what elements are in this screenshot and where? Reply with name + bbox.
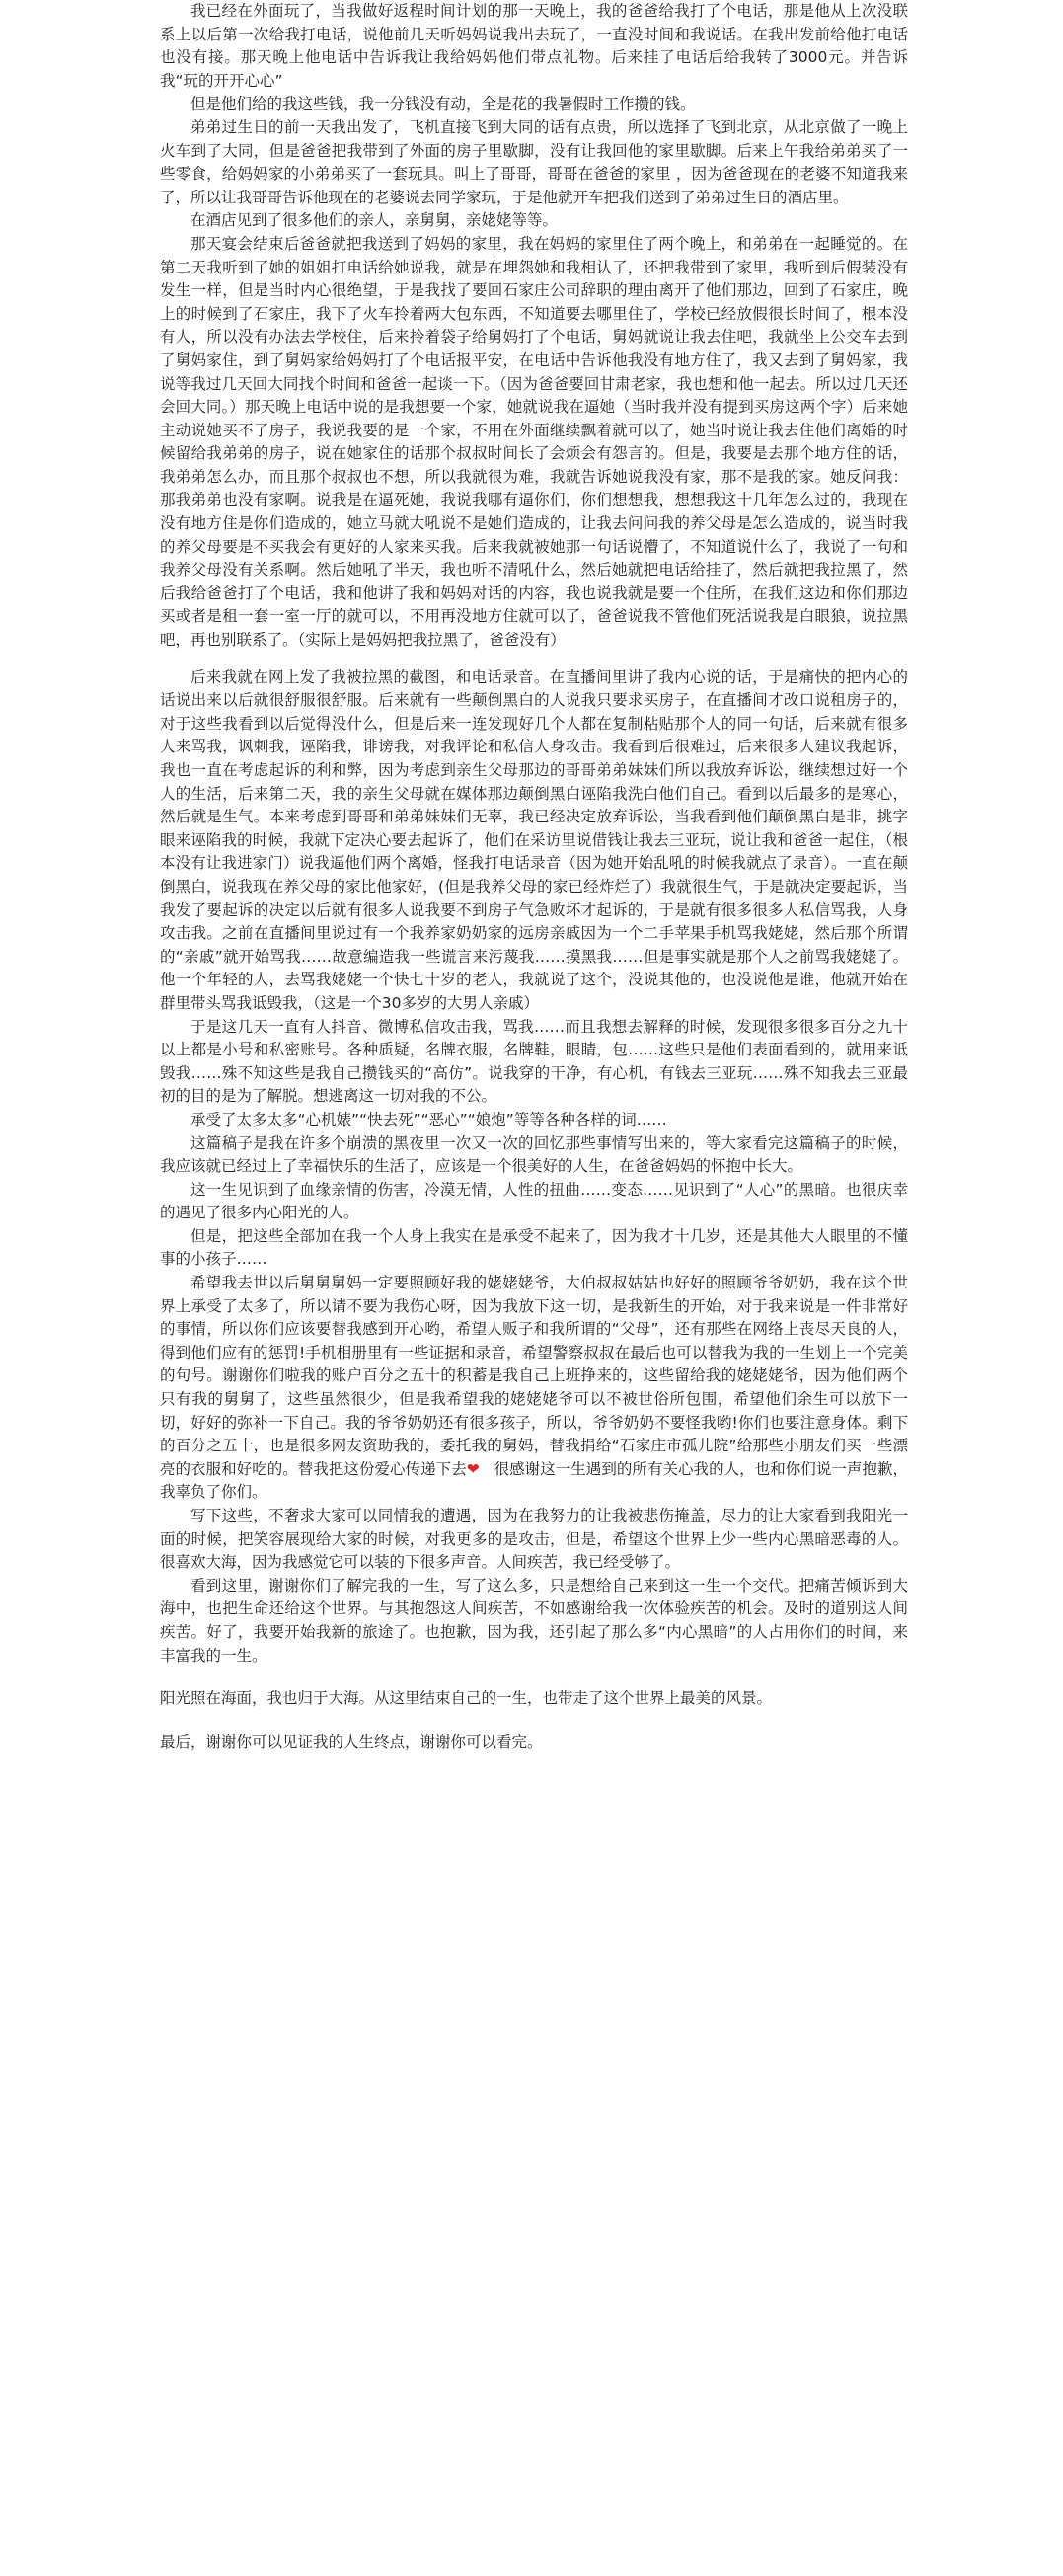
document-body	[160, 0, 908, 1754]
paragraph-8: 承受了太多太多“心机婊”“快去死”“恶心”“娘炮”等等各种各样的词……	[190, 1110, 667, 1129]
heart-icon: ❤	[466, 1459, 480, 1478]
paragraph-12-text: 希望我去世以后舅舅舅妈一定要照顾好我的姥姥姥爷，大伯叔叔姑姑也好好的照顾爷爷奶奶，我在这个世界上承受了太多了，所以请不要为我伤心呀，因为我放下这一切，是我新生的开始，对于我来说是一件非常好的事情，所以你们应该要替我感到开心哟，希望人贩子和我所谓的“父母”，还有那些在网络上丧尽天良的人，得到他们应有的惩罚!手机相册里有一些证据和录音，希望警察叔叔在最后也可以替我为我的一生划上一个完美的句号。谢谢你们啦我的账户百分之五十的积蓄是我自己上班挣来的，这些留给我的姥姥姥爷，因为他们两个只有我的舅舅了，这些虽然很少，但是我希望我的姥姥姥爷可以不被世俗所包围，希望他们余生可以放下一切，好好的弥补一下自己。我的爷爷奶奶还有很多孩子，所以，爷爷奶奶不要怪我哟!你们也要注意身体。剩下的百分之五十，也是很多网友资助我的，委托我的舅妈，替我捐给“石家庄市孤儿院”给那些小朋友们买一些漂亮的衣服和好吃的。替我把这份爱心传递下去	[160, 1274, 908, 1478]
paragraph-15: 阳光照在海面，我也归于大海。从这里结束自己的一生，也带走了这个世界上最美的风景。	[160, 1689, 773, 1708]
paragraph-11: 但是，把这些全部加在我一个人身上我实在是承受不起来了，因为我才十几岁，还是其他大人眼里的不懂事的小孩子……	[160, 1226, 908, 1269]
paragraph-13: 写下这些，不奢求大家可以同情我的遭遇，因为在我努力的让我被悲伤掩盖，尽力的让大家看到我阳光一面的时候，把笑容展现给大家的时候，对我更多的是攻击，但是，希望这个世界上少一些内心黑暗恶毒的人。很喜欢大海，因为我感觉它可以装的下很多声音。人间疾苦，我已经受够了。	[160, 1507, 908, 1572]
paragraph-9: 这篇稿子是我在许多个崩溃的黑夜里一次又一次的回忆那些事情写出来的，等大家看完这篇稿子的时候，我应该就已经过上了幸福快乐的生活了，应该是一个很美好的人生，在爸爸妈妈的怀抱中长大。	[160, 1133, 908, 1176]
paragraph-2: 但是他们给的我这些钱，我一分钱没有动，全是花的我暑假时工作攒的钱。	[190, 95, 696, 114]
paragraph-10: 这一生见识到了血缘亲情的伤害，冷漠无情，人性的扭曲……变态……见识到了“人心”的黑暗。也很庆幸的遇见了很多内心阳光的人。	[160, 1180, 908, 1222]
paragraph-3: 弟弟过生日的前一天我出发了，飞机直接飞到大同的话有点贵，所以选择了飞到北京，从北京做了一晚上火车到了大同，但是爸爸把我带到了外面的房子里歇脚，没有让我回他的家里歇脚。后来上午我给弟弟买了一些零食，给妈妈家的小弟弟买了一套玩具。叫上了哥哥，哥哥在爸爸的家里 ，因为爸爸现在的老婆不知道我来了，所以让我哥哥告诉他现在的老婆说去同学家玩，于是他就开车把我们送到了弟弟过生日的酒店里。	[160, 117, 908, 206]
paragraph-6: 后来我就在网上发了我被拉黑的截图，和电话录音。在直播间里讲了我内心说的话，于是痛快的把内心的话说出来以后就很舒服很舒服。后来就有一些颠倒黑白的人说我只要求买房子，在直播间才改口说租房子的，对于这些我看到以后觉得没什么，但是后来一连发现好几个人都在复制粘贴那个人的同一句话，后来就有很多人来骂我，讽刺我，诬陷我，诽谤我，对我评论和私信人身攻击。我看到后很难过，后来很多人建议我起诉，我也一直在考虑起诉的利和弊，因为考虑到亲生父母那边的哥哥弟弟妹妹们所以我放弃诉讼，继续想过好一个人的生活，后来第二天，我的亲生父母就在媒体那边颠倒黑白诬陷我洗白他们自己。看到以后最多的是寒心，然后就是生气。本来考虑到哥哥和弟弟妹妹们无辜，我已经决定放弃诉讼，当我看到他们颠倒黑白是非，挑字眼来诬陷我的时候，我就下定决心要去起诉了，他们在采访里说借钱让我去三亚玩，说让我和爸爸一起住，（根本没有让我进家门）说我逼他们两个离婚，怪我打电话录音（因为她开始乱吼的时候我就点了录音）。一直在颠倒黑白，说我现在养父母的家比他家好，(但是我养父母的家已经炸烂了）我就很生气，于是就决定要起诉，当我发了要起诉的决定以后就有很多人说我要不到房子气急败坏才起诉的，于是就有很多很多人私信骂我，人身攻击我。之前在直播间里说过有一个我养家奶奶家的远房亲戚因为一个二手苹果手机骂我姥姥，然后那个所谓的“亲戚”就开始骂我……故意编造我一些谎言来污蔑我……摸黑我……但是事实就是那个人之前骂我姥姥了。他一个年轻的人，去骂我姥姥一个快七十岁的老人，我就说了这个，没说其他的，也没说他是谁，他就开始在群里带头骂我诋毁我，（这是一个30多岁的大男人亲戚）	[160, 667, 908, 1012]
paragraph-16: 最后，谢谢你可以见证我的人生终点，谢谢你可以看完。	[160, 1732, 543, 1751]
paragraph-12	[160, 1272, 908, 1505]
paragraph-12-tail: 很感谢这一生遇到的所有关心我的人，也和你们说一声抱歉，我辜负了你们。	[160, 1459, 908, 1502]
paragraph-5: 那天宴会结束后爸爸就把我送到了妈妈的家里，我在妈妈的家里住了两个晚上，和弟弟在一起睡觉的。在第二天我听到了她的姐姐打电话给她说我，就是在埋怨她和我相认了，还把我带到了家里，我听到后假装没有发生一样，但是当时内心很绝望，于是我找了要回石家庄公司辞职的理由离开了他们那边，回到了石家庄，晚上的时候到了石家庄，我下了火车拎着两大包东西，不知道要去哪里住了，学校已经放假很长时间了，根本没有人，所以没有办法去学校住，后来拎着袋子给舅妈打了个电话，舅妈就说让我去住吧，我就坐上公交车去到了舅妈家住，到了舅妈家给妈妈打了个电话报平安，在电话中告诉他我没有地方住了，我又去到了舅妈家，我说等我过几天回大同找个时间和爸爸一起谈一下。（因为爸爸要回甘肃老家，我也想和他一起去。所以过几天还会回大同。）那天晚上电话中说的是我想要一个家，她就说我在逼她（当时我并没有提到买房这两个字）后来她主动说她买不了房子，我说我要的是一个家，不用在外面继续飘着就可以了，她当时说让我去住他们离婚的时候留给我弟弟的房子，说在她家住的话那个叔叔时间长了会烦会有怨言的。但是，我要是去那个地方住的话，我弟弟怎么办，而且那个叔叔也不想，所以我就很为难，我就告诉她说我没有家，那不是我的家。她反问我：那我弟弟也没有家啊。说我是在逼死她，我说我哪有逼你们，你们想想我，想想我这十几年怎么过的，我现在没有地方住是你们造成的，她立马就大吼说不是她们造成的，让我去问问我的养父母是怎么造成的，说当时我的养父母要是不买我会有更好的人家来买我。后来我就被她那一句话说懵了，不知道说什么了，我说了一句和我养父母没有关系啊。然后她吼了半天，我也听不清吼什么，然后她就把电话给挂了，然后就把我拉黑了，然后我给爸爸打了个电话，我和他讲了我和妈妈对话的内容，我也说我就是要一个住所，在我们这边和你们那边买或者是租一套一室一厅的就可以，不用再没地方住就可以了，爸爸说我不管他们死活说我是白眼狼，说拉黑吧，再也别联系了。（实际上是妈妈把我拉黑了，爸爸没有）	[160, 234, 908, 650]
paragraph-4: 在酒店见到了很多他们的亲人，亲舅舅，亲姥姥等等。	[190, 211, 559, 230]
paragraph-14: 看到这里，谢谢你们了解完我的一生，写了这么多，只是想给自己来到这一生一个交代。把痛苦倾诉到大海中，也把生命还给这个世界。与其抱怨这人间疾苦，不如感谢给我一次体验疾苦的机会。及时的道别这人间疾苦。好了，我要开始我新的旅途了。也抱歉，因为我，还引起了那么多“内心黑暗”的人占用你们的时间，来丰富我的一生。	[160, 1576, 908, 1665]
paragraph-1: 我已经在外面玩了，当我做好返程时间计划的那一天晚上，我的爸爸给我打了个电话，那是他从上次没联系上以后第一次给我打电话，说他前几天听妈妈说我出去玩了，一直没时间和我说话。在我出发前给他打电话也没有接。那天晚上他电话中告诉我让我给妈妈他们带点礼物。后来挂了电话后给我转了3000元。并告诉我“玩的开开心心”	[160, 2, 908, 90]
paragraph-7: 于是这几天一直有人抖音、微博私信攻击我，骂我……而且我想去解释的时候，发现很多很多百分之九十以上都是小号和私密账号。各种质疑，名牌衣服，名牌鞋，眼睛，包……这些只是他们表面看到的，就用来诋毁我……殊不知这些是我自己攒钱买的“高仿”。说我穿的干净，有心机，有钱去三亚玩……殊不知我去三亚最初的目的是为了解脱。想逃离这一切对我的不公。	[160, 1017, 908, 1106]
